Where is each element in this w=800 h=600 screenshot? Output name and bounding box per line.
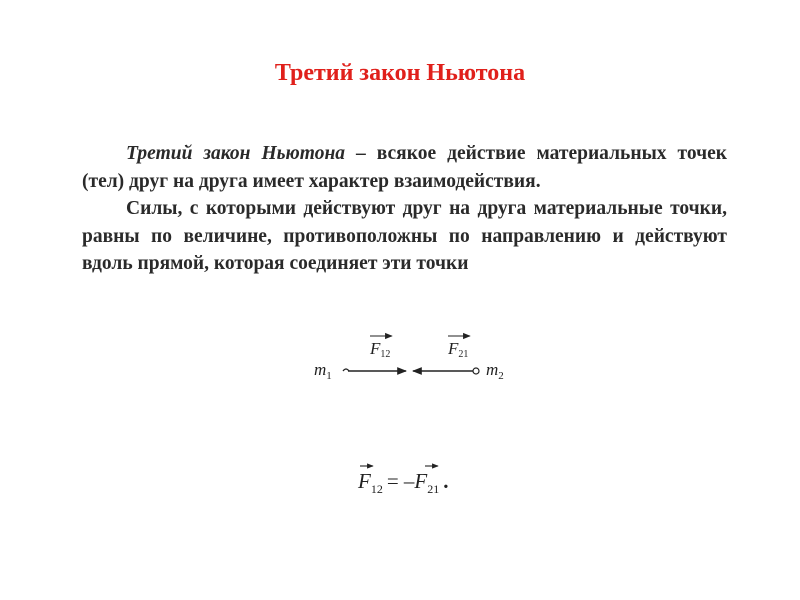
mass-2-label: $m_2$ [486, 360, 504, 382]
force-21-label: F21 [448, 339, 469, 360]
mass-1-label: $m_1$ [314, 360, 332, 382]
slide-title: Третий закон Ньютона [274, 60, 526, 86]
force-diagram [300, 318, 520, 398]
mass-2-point [473, 368, 479, 374]
force-12-label: F12 [370, 339, 391, 360]
law-paragraph-2: Силы, с которыми действуют друг на друга материальные точки, равны по величине, противоположны по направлению и действуют вдоль прямой, которая соединяет эти точки [82, 198, 727, 274]
formula-text: $F_{12} = -F_{21}$ . [358, 469, 449, 496]
law-paragraph-1 [82, 140, 727, 195]
law-term: Третий закон Ньютона [126, 143, 346, 164]
law-text-block [82, 140, 727, 300]
third-law-formula [340, 455, 490, 505]
law-definition: – всякое действие материальных точек (тел) друг на друга имеет характер взаимодействия. [82, 143, 727, 192]
